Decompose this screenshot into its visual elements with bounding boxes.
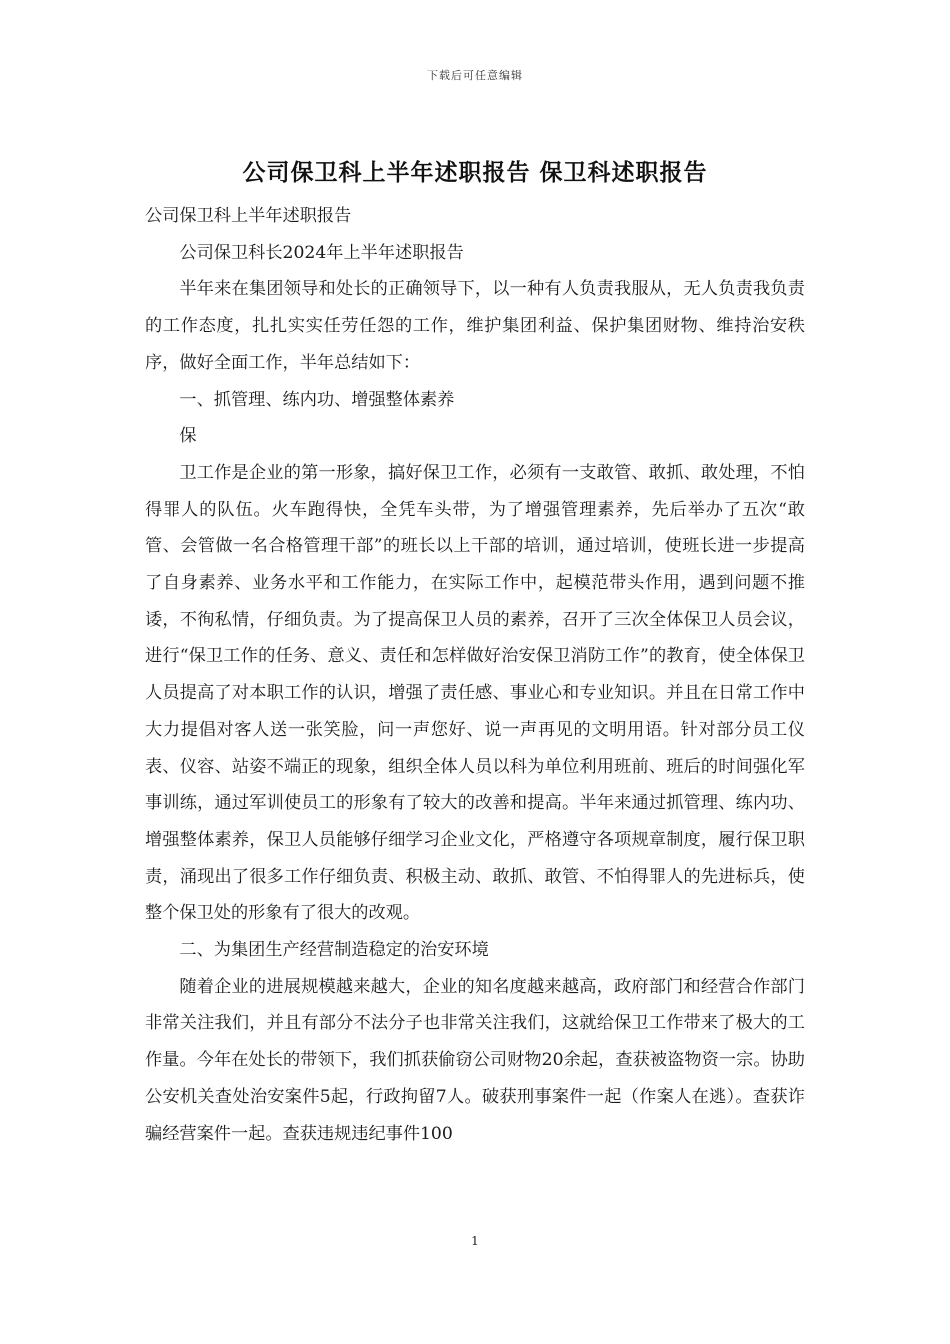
section-heading-1: 一、抓管理、练内功、增强整体素养	[179, 389, 455, 410]
page-number: 1	[471, 1234, 479, 1248]
report-heading: 公司保卫科长2024年上半年述职报告	[179, 242, 464, 263]
section-heading-2: 二、为集团生产经营制造稳定的治安环境	[179, 940, 489, 961]
section-1-fragment: 保	[179, 426, 197, 447]
section-2-paragraph: 随着企业的进展规模越来越大，企业的知名度越来越高，政府部门和经营合作部门非常关注我们，并且有部分不法分子也非常关注我们，这就给保卫工作带来了极大的工作量。今年在处长的带领下，我们抓获偷窃公司财物20余起，查获被盗物资一宗。协助公安机关查处治安案件5起，行政拘留7人。破获刑事案件一起（作案人在逃）。查获诈骗经营案件一起。查获违规违纪事件100	[145, 976, 805, 1144]
header-note: 下载后可任意编辑	[427, 69, 523, 82]
document-title: 公司保卫科上半年述职报告 保卫科述职报告	[242, 159, 708, 186]
intro-paragraph: 半年来在集团领导和处长的正确领导下，以一种有人负责我服从，无人负责我负责的工作态度，扎扎实实任劳任怨的工作，维护集团利益、保护集团财物、维持治安秩序，做好全面工作，半年总结如下：	[145, 279, 805, 373]
section-1-paragraph: 卫工作是企业的第一形象，搞好保卫工作，必须有一支敢管、敢抓、敢处理，不怕得罪人的队伍。火车跑得快，全凭车头带，为了增强管理素养，先后举办了五次“敢管、会管做一名合格管理干部”的班长以上干部的培训，通过培训，使班长进一步提高了自身素养、业务水平和工作能力，在实际工作中，起模范带头作用，遇到问题不推诿，不徇私情，仔细负责。为了提高保卫人员的素养，召开了三次全体保卫人员会议，进行“保卫工作的任务、意义、责任和怎样做好治安保卫消防工作”的教育，使全体保卫人员提高了对本职工作的认识，增强了责任感、事业心和专业知识。并且在日常工作中大力提倡对客人送一张笑脸，问一声您好、说一声再见的文明用语。针对部分员工仪表、仪容、站姿不端正的现象，组织全体人员以科为单位利用班前、班后的时间强化军事训练，通过军训使员工的形象有了较大的改善和提高。半年来通过抓管理、练内功、增强整体素养，保卫人员能够仔细学习企业文化，严格遵守各项规章制度，履行保卫职责，涌现出了很多工作仔细负责、积极主动、敢抓、敢管、不怕得罪人的先进标兵，使整个保卫处的形象有了很大的改观。	[145, 462, 805, 924]
document-body	[145, 198, 805, 1152]
subtitle-line: 公司保卫科上半年述职报告	[145, 206, 352, 226]
